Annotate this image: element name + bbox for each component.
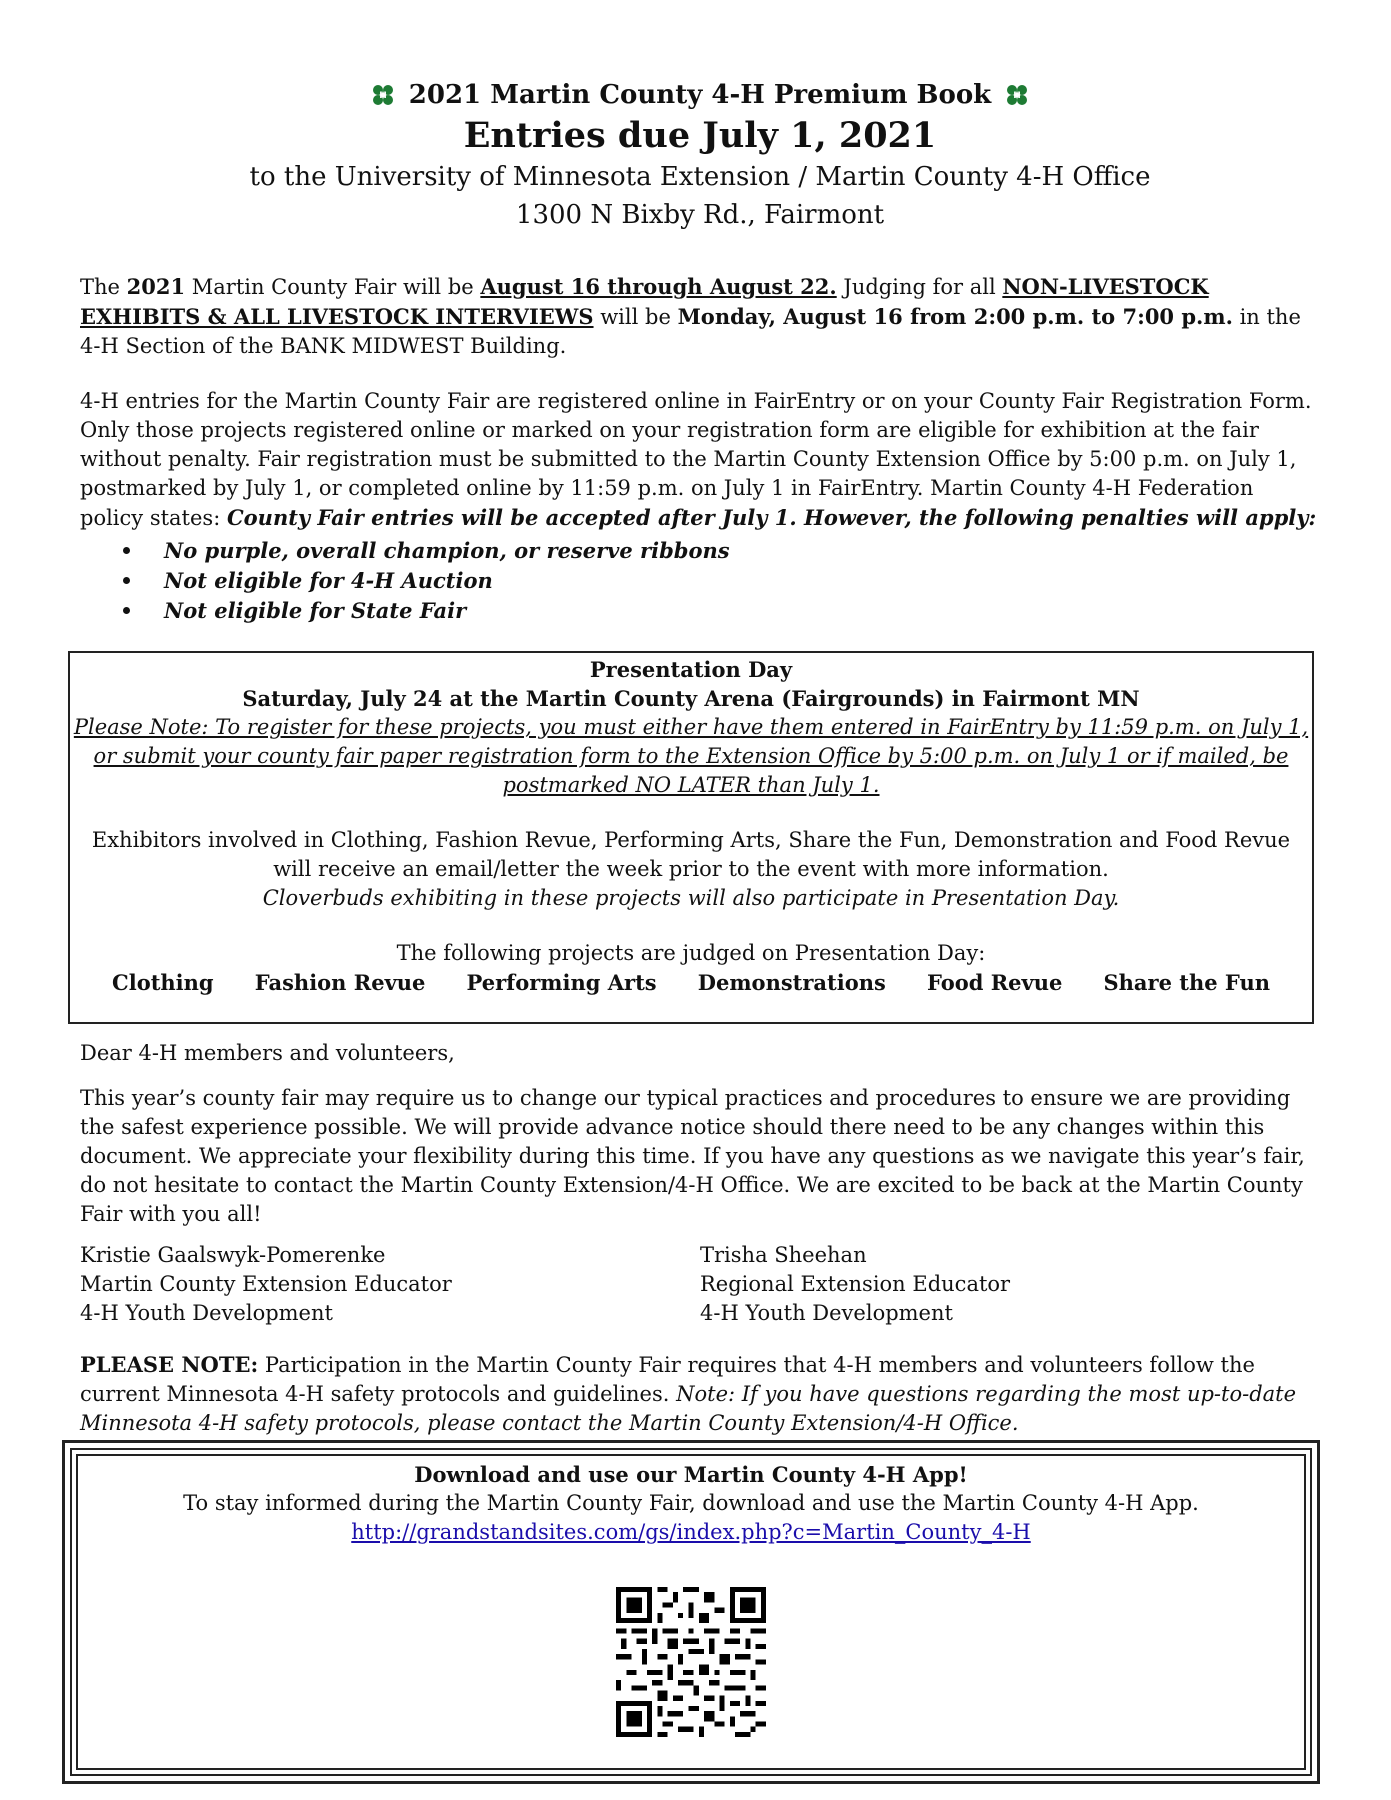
judging-time: Monday, August 16 from 2:00 p.m. to 7:00 p.m. [677,304,1233,329]
app-title: Download and use our Martin County 4-H App! [414,1462,968,1487]
penalty-text: Not eligible for 4-H Auction [164,567,493,593]
svg-text:H: H [1013,91,1021,101]
intro-text: in the 4-H Section of the BANK MIDWEST Building. [80,305,1301,358]
letter-greeting: Dear 4-H members and volunteers, [80,1041,455,1065]
intro-text: Judging for all [836,275,1003,299]
bullet-icon [123,577,130,584]
svg-text:H: H [379,91,387,101]
book-title: 2021 Martin County 4-H Premium Book [408,80,992,110]
office-address: 1300 N Bixby Rd., Fairmont [515,200,885,230]
penalty-list [120,535,1020,625]
app-description: To stay informed during the Martin County Fair, download and use the Martin County 4-H App. [183,1491,1199,1515]
app-box-border [70,1448,1312,1776]
safety-note-label: PLEASE NOTE: [80,1352,259,1377]
signer-unit: 4-H Youth Development [700,1301,953,1325]
signer-name: Kristie Gaalswyk-Pomerenke [80,1243,386,1267]
federation-policy: County Fair entries will be accepted after July 1. However, the following penalties will apply: [226,505,1317,530]
intro-text: Martin County Fair will be [185,275,481,299]
list-item [120,565,1020,595]
exhibitors-info: Exhibitors involved in Clothing, Fashion Revue, Performing Arts, Share the Fun, Demonstration and Food Revue will receive an email/letter the week prior to the event with more information. [91,828,1291,881]
app-link[interactable]: http://grandstandsites.com/gs/index.php?c=Martin_County_4-H [351,1520,1031,1544]
signer-2 [700,1241,1320,1328]
office-line: to the University of Minnesota Extension / Martin County 4-H Office [249,162,1151,192]
intro-text: will be [593,305,678,329]
project-fashion-revue: Fashion Revue [254,970,426,995]
penalty-text: No purple, overall champion, or reserve ribbons [164,537,730,563]
list-item [120,535,1020,565]
registration-text: 4-H entries for the Martin County Fair are registered online in FairEntry or on your County Fair Registration Form. Only those projects registered online or marked on your registration form are eligible for exhibition at the fair without penalty. Fair registration must be submitted to the Martin County Extension Office by 5:00 p.m. on July 1, postmarked by July 1, or completed online by 11:59 p.m. on July 1 in FairEntry. Martin County 4-H Federation policy states: [80,389,1312,530]
safety-note-text: Participation in the Martin County Fair requires that 4-H members and volunteers follow the current Minnesota 4-H safety protocols and guidelines. [80,1353,1255,1406]
presentation-registration-note: Please Note: To register for these projects, you must either have them entered in FairEntry by 11:59 p.m. on July 1, or submit your county fair paper registration form to the Extension Office by 5:00 p.m. on July 1 or if mailed, be postmarked NO LATER than July 1. [73,715,1309,797]
list-item [120,595,1020,625]
project-food-revue: Food Revue [926,970,1063,995]
clover-icon [371,83,395,107]
fair-dates-paragraph [80,272,1320,361]
penalty-text: Not eligible for State Fair [164,597,467,623]
spacer [70,800,1312,826]
signature-block [80,1241,1320,1328]
document-header [80,78,1320,234]
project-demonstrations: Demonstrations [697,970,886,995]
spacer [70,913,1312,939]
signer-1 [80,1241,700,1328]
book-title-row [80,78,1320,112]
app-download-box [62,1440,1320,1784]
registration-paragraph [80,387,1320,533]
fair-year: 2021 [126,274,186,299]
project-share-the-fun: Share the Fun [1103,970,1270,995]
clover-icon [1005,83,1029,107]
judged-projects-list [70,968,1312,997]
bullet-icon [123,547,130,554]
signer-name: Trisha Sheehan [700,1243,867,1267]
bullet-icon [123,607,130,614]
fair-dates: August 16 through August 22. [480,274,837,299]
safety-note [80,1350,1320,1438]
signer-title: Martin County Extension Educator [80,1272,452,1296]
presentation-date-location: Saturday, July 24 at the Martin County Arena (Fairgrounds) in Fairmont MN [242,686,1140,711]
safety-note-italic: Note: If you have questions regarding the most up-to-date Minnesota 4-H safety protocols, please contact the Martin County Extension/4-H Office. [80,1382,1297,1435]
presentation-title: Presentation Day [589,657,793,682]
project-performing-arts: Performing Arts [466,970,657,995]
app-box-content [76,1454,1306,1770]
letter-body: This year’s county fair may require us to change our typical practices and procedures to ensure we are providing the safest experience possible. We will provide advance notice should there need to be any changes within this document. We appreciate your flexibility during this time. If you have any questions as we navigate this year’s fair, do not hesitate to contact the Martin County Extension/4-H Office. We are excited to be back at the Martin County Fair with you all! [80,1086,1305,1226]
entries-due-heading: Entries due July 1, 2021 [463,115,937,156]
signer-title: Regional Extension Educator [700,1272,1011,1296]
intro-text: The [80,275,127,299]
judged-projects-intro: The following projects are judged on Presentation Day: [396,941,986,965]
judging-scope: NON-LIVESTOCK EXHIBITS & ALL LIVESTOCK INTERVIEWS [80,274,1209,329]
cloverbuds-info: Cloverbuds exhibiting in these projects will also participate in Presentation Day. [262,886,1120,910]
qr-code-icon[interactable] [616,1587,766,1737]
presentation-day-box [68,651,1314,1024]
project-clothing: Clothing [112,970,214,995]
signer-unit: 4-H Youth Development [80,1301,333,1325]
